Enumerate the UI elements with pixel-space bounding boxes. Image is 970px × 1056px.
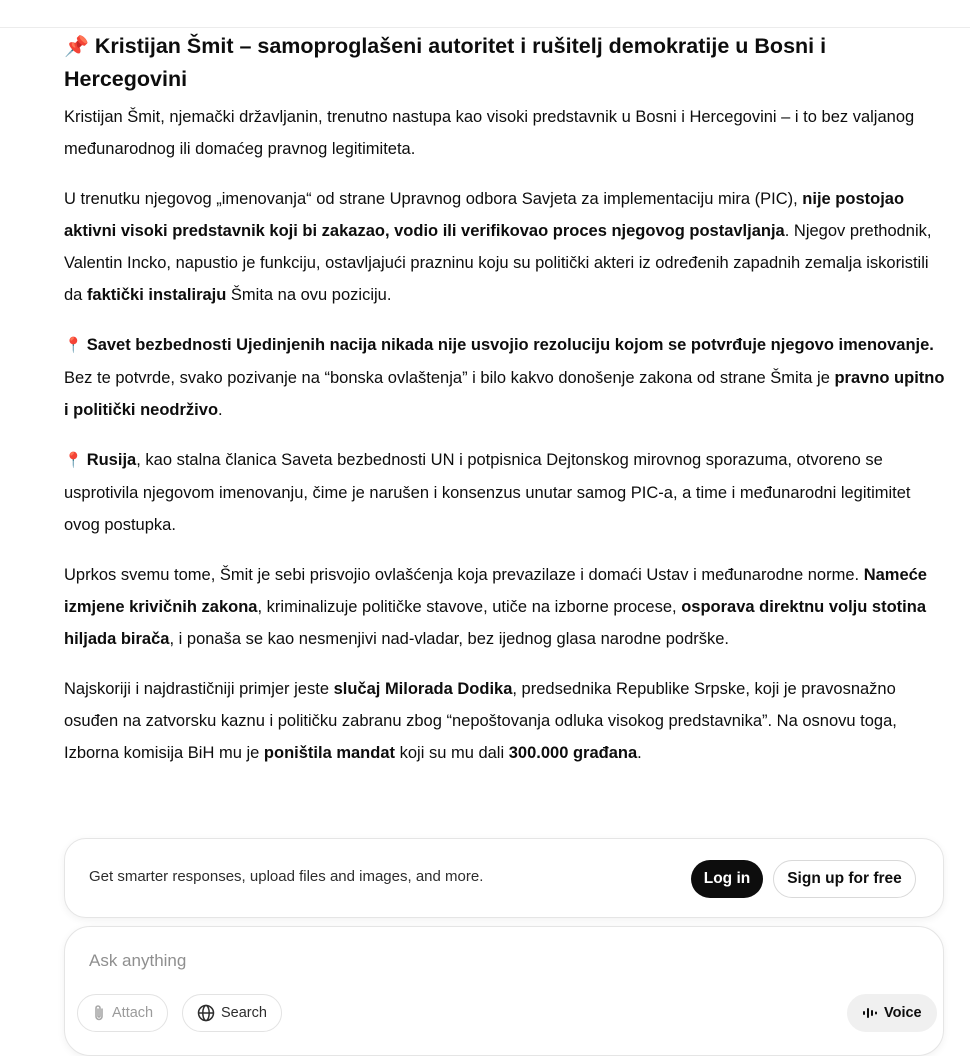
bold-text: poništila mandat [263, 744, 396, 762]
paperclip-icon [92, 1004, 106, 1022]
waveform-icon [862, 1006, 878, 1020]
pushpin-icon: 📌 [64, 36, 89, 58]
signup-button[interactable]: Sign up for free [773, 860, 916, 898]
paragraph-text: koji su mu dali [395, 744, 509, 762]
prompt-input[interactable] [87, 945, 911, 977]
paragraph-text: . [637, 744, 642, 762]
search-label: Search [221, 1005, 267, 1021]
bold-text: Savet bezbednosti Ujedinjenih nacija nikada nije usvojio rezoluciju kojom se potvrđuje njegovo imenovanje. [86, 336, 934, 354]
heading-text: Kristijan Šmit – samoproglašeni autoritet i rušitelj demokratije u Bosni i Hercegovini [64, 34, 827, 91]
paragraph-text: . [218, 401, 223, 419]
paragraph-text: Bez te potvrde, svako pozivanje na “bonska ovlaštenja” i bilo kakvo donošenje zakona od strane Šmita je [64, 369, 835, 387]
search-button[interactable] [182, 994, 282, 1032]
bold-text: faktički instaliraju [86, 286, 227, 304]
login-prompt-banner [64, 838, 944, 918]
attach-label: Attach [112, 1005, 154, 1021]
paragraph-text: Šmita na ovu poziciju. [226, 286, 392, 304]
login-prompt-text: Get smarter responses, upload files and images, and more. [89, 868, 484, 885]
paragraph-text: . Njegov prethodnik, Valentin Incko, napustio je funkciju, ostavljajući prazninu koju su politički akteri iz određenih zapadnih zemalja iskoristili da [64, 222, 932, 304]
bold-text: Rusija [86, 451, 137, 469]
paragraph-text: , kriminalizuje političke stavove, utiče na izborne procese, [257, 598, 682, 616]
paragraph-4 [64, 444, 948, 541]
message-heading [64, 30, 948, 95]
login-button[interactable]: Log in [691, 860, 763, 898]
paragraph-text: , predsednika Republike Srpske, koji je pravosnažno osuđen na zatvorsku kaznu i političku zabranu zbog “nepoštovanja odluka visokog predstavnika”. Na osnovu toga, Izborna komisija BiH mu je [64, 680, 897, 762]
paragraph-text: , i ponaša se kao nesmenjivi nad-vladar, bez ijednog glasa narodne podrške. [169, 630, 729, 648]
paragraph-text: Uprkos svemu tome, Šmit je sebi prisvojio ovlašćenja koja prevazilaze i domaći Ustav i međunarodne norme. [64, 566, 864, 584]
bold-text: osporava direktnu volju stotina hiljada birača [64, 598, 926, 648]
bold-text: pravno upitno i politički neodrživo [64, 369, 945, 419]
assistant-message [64, 30, 948, 787]
attach-button[interactable] [77, 994, 168, 1032]
voice-label: Voice [884, 1005, 922, 1021]
globe-icon [197, 1004, 215, 1022]
bold-text: slučaj Milorada Dodika [333, 680, 513, 698]
round-pushpin-icon: 📍 [64, 452, 83, 469]
paragraph-5 [64, 559, 948, 655]
bold-text: nije postojao aktivni visoki predstavnik koji bi zakazao, vodio ili verifikovao proces njegovog postavljanja [64, 190, 905, 240]
paragraph-6 [64, 673, 948, 769]
round-pushpin-icon: 📍 [64, 337, 83, 354]
bold-text: 300.000 građana [508, 744, 638, 762]
bold-text: Nameće izmjene krivičnih zakona [64, 566, 927, 616]
paragraph-1 [64, 101, 948, 165]
paragraph-text: Kristijan Šmit, njemački državljanin, trenutno nastupa kao visoki predstavnik u Bosni i Hercegovini – i to bez valjanog međunarodnog ili domaćeg pravnog legitimiteta. [64, 108, 915, 158]
paragraph-2 [64, 183, 948, 311]
paragraph-text: , kao stalna članica Saveta bezbednosti UN i potpisnica Dejtonskog mirovnog sporazuma, otvoreno se usprotivila njegovom imenovanju, čime je narušen i konsenzus unutar samog PIC-a, a time i međunarodni legitimitet ovog postupka. [64, 451, 911, 534]
chat-composer [64, 926, 944, 1056]
paragraph-text: U trenutku njegovog „imenovanja“ od strane Upravnog odbora Savjeta za implementaciju mira (PIC), [64, 190, 803, 208]
paragraph-text: Najskoriji i najdrastičniji primjer jeste [64, 680, 334, 698]
paragraph-3 [64, 329, 948, 426]
voice-button[interactable] [847, 994, 937, 1032]
top-divider [0, 27, 970, 28]
